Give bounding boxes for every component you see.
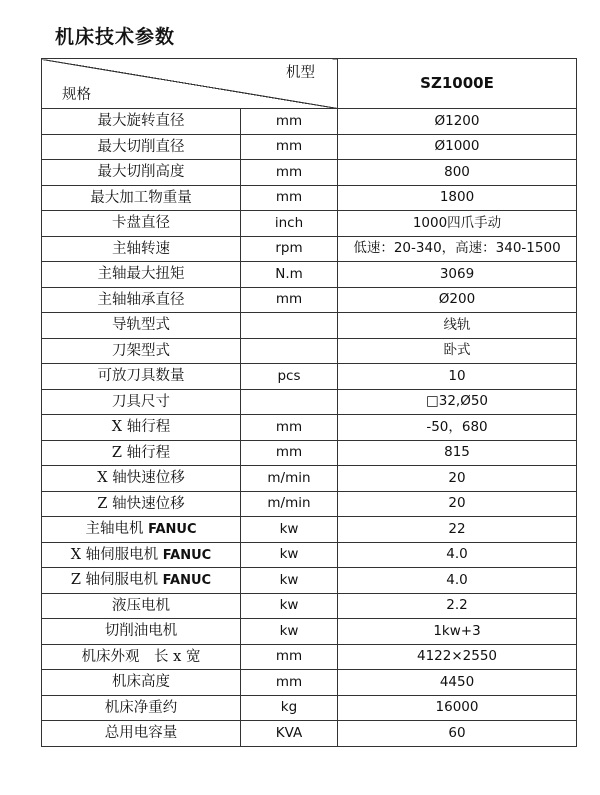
param-name: 机床外观 长 x 宽 xyxy=(81,648,201,665)
param-unit: KVA xyxy=(241,721,338,747)
table-row xyxy=(42,440,577,466)
param-value: 1kw+3 xyxy=(338,619,577,645)
param-unit xyxy=(241,338,338,364)
param-name-brand: FANUC xyxy=(148,522,197,537)
param-name-brand: FANUC xyxy=(162,573,212,588)
param-value: 20 xyxy=(338,466,577,492)
param-unit: mm xyxy=(241,670,338,696)
param-name: 切削油电机 xyxy=(104,623,178,639)
param-name: 主轴转速 xyxy=(112,240,170,257)
param-unit: rpm xyxy=(241,236,338,262)
param-name: Z 轴伺服电机 xyxy=(70,572,159,588)
param-unit: mm xyxy=(241,415,338,441)
table-row xyxy=(42,160,577,186)
param-name: X 轴快速位移 xyxy=(97,470,185,486)
param-unit: mm xyxy=(241,160,338,186)
param-name: 卡盘直径 xyxy=(112,215,170,231)
param-name: 机床净重约 xyxy=(104,699,178,716)
table-row xyxy=(42,389,577,415)
param-value: 卧式 xyxy=(338,338,577,364)
table-row xyxy=(42,262,577,288)
table-row xyxy=(42,134,577,160)
param-name-cell xyxy=(42,211,241,237)
table-row xyxy=(42,236,577,262)
param-name: 可放刀具数量 xyxy=(97,368,185,384)
param-unit xyxy=(241,313,338,339)
table-row xyxy=(42,185,577,211)
table-row xyxy=(42,287,577,313)
param-name: 总用电容量 xyxy=(104,725,178,741)
param-name: 最大加工物重量 xyxy=(90,189,192,206)
param-name-cell xyxy=(42,695,241,721)
param-value: 4122×2550 xyxy=(338,644,577,670)
param-name-cell xyxy=(42,466,241,492)
param-value: 线轨 xyxy=(338,313,577,339)
param-unit: mm xyxy=(241,109,338,135)
param-name-cell xyxy=(42,389,241,415)
param-unit: mm xyxy=(241,287,338,313)
table-row xyxy=(42,593,577,619)
param-name: 最大切削直径 xyxy=(97,138,185,155)
table-row xyxy=(42,542,577,568)
param-unit: kw xyxy=(241,517,338,543)
param-name-cell xyxy=(42,415,241,441)
param-unit xyxy=(241,389,338,415)
param-unit: mm xyxy=(241,134,338,160)
param-name-cell xyxy=(42,313,241,339)
param-value: 10 xyxy=(338,364,577,390)
param-value: Ø1200 xyxy=(338,109,577,135)
param-name: 主轴最大扭矩 xyxy=(97,266,185,282)
param-unit: mm xyxy=(241,185,338,211)
param-unit: kw xyxy=(241,619,338,645)
param-name-cell xyxy=(42,721,241,747)
param-value: 60 xyxy=(338,721,577,747)
param-name-brand: FANUC xyxy=(162,547,212,563)
table-row xyxy=(42,109,577,135)
param-name-cell xyxy=(42,287,241,313)
param-name: 最大切削高度 xyxy=(97,164,185,180)
table-header-row xyxy=(42,59,577,109)
param-value: 2.2 xyxy=(338,593,577,619)
param-value: 3069 xyxy=(338,262,577,288)
param-name: 导轨型式 xyxy=(112,317,170,333)
param-unit: mm xyxy=(241,644,338,670)
table-row xyxy=(42,695,577,721)
param-name: 刀具尺寸 xyxy=(112,393,170,410)
header-corner-cell xyxy=(42,59,338,109)
table-row xyxy=(42,415,577,441)
spec-table xyxy=(41,58,577,747)
param-name-cell xyxy=(42,185,241,211)
param-name-cell xyxy=(42,262,241,288)
param-unit: pcs xyxy=(241,364,338,390)
param-unit: inch xyxy=(241,211,338,237)
table-row xyxy=(42,517,577,543)
param-unit: m/min xyxy=(241,466,338,492)
param-unit: kg xyxy=(241,695,338,721)
param-name-cell xyxy=(42,440,241,466)
param-unit: kw xyxy=(241,542,338,568)
param-value: 1000四爪手动 xyxy=(338,211,577,237)
param-value: 低速：20-340，高速：340-1500 xyxy=(338,236,577,262)
param-name: Z 轴行程 xyxy=(111,444,171,461)
param-name-cell xyxy=(42,364,241,390)
table-row xyxy=(42,491,577,517)
param-name-cell xyxy=(42,236,241,262)
param-unit: kw xyxy=(241,568,338,594)
param-name-cell xyxy=(42,568,241,594)
param-value: 800 xyxy=(338,160,577,186)
param-value: Ø1000 xyxy=(338,134,577,160)
param-name: X 轴行程 xyxy=(111,419,171,435)
table-row xyxy=(42,721,577,747)
param-name: 主轴电机 xyxy=(85,521,144,537)
param-name: 主轴轴承直径 xyxy=(97,291,185,308)
param-name-cell xyxy=(42,134,241,160)
param-name: Z 轴快速位移 xyxy=(97,495,185,512)
page-title: 机床技术参数 xyxy=(55,26,176,48)
table-row xyxy=(42,670,577,696)
table-row xyxy=(42,619,577,645)
param-name-cell xyxy=(42,644,241,670)
param-value: □32,Ø50 xyxy=(338,389,577,415)
param-name: 最大旋转直径 xyxy=(97,113,185,129)
param-name-cell xyxy=(42,109,241,135)
param-name-cell xyxy=(42,619,241,645)
param-value: 815 xyxy=(338,440,577,466)
param-name-cell xyxy=(42,517,241,543)
param-unit: kw xyxy=(241,593,338,619)
param-value: Ø200 xyxy=(338,287,577,313)
param-name-cell xyxy=(42,542,241,568)
table-row xyxy=(42,466,577,492)
param-name-cell xyxy=(42,160,241,186)
table-row xyxy=(42,313,577,339)
param-unit: mm xyxy=(241,440,338,466)
param-name-cell xyxy=(42,491,241,517)
param-value: 22 xyxy=(338,517,577,543)
param-value: 20 xyxy=(338,491,577,517)
param-name: 刀架型式 xyxy=(112,342,170,359)
spec-label: 规格 xyxy=(62,86,91,103)
model-label: 机型 xyxy=(286,65,315,81)
param-value: 16000 xyxy=(338,695,577,721)
model-value: SZ1000E xyxy=(338,59,577,109)
table-row xyxy=(42,644,577,670)
param-value: 4.0 xyxy=(338,542,577,568)
param-value: 1800 xyxy=(338,185,577,211)
param-name-cell xyxy=(42,670,241,696)
table-row xyxy=(42,338,577,364)
param-name: 液压电机 xyxy=(112,597,170,614)
table-row xyxy=(42,364,577,390)
param-name-cell xyxy=(42,593,241,619)
param-name: 机床高度 xyxy=(112,674,170,690)
table-row xyxy=(42,211,577,237)
param-value: 4.0 xyxy=(338,568,577,594)
table-row xyxy=(42,568,577,594)
param-unit: m/min xyxy=(241,491,338,517)
param-value: -50，680 xyxy=(338,415,577,441)
param-unit: N.m xyxy=(241,262,338,288)
param-name-cell xyxy=(42,338,241,364)
param-name: X 轴伺服电机 xyxy=(70,546,159,563)
param-value: 4450 xyxy=(338,670,577,696)
